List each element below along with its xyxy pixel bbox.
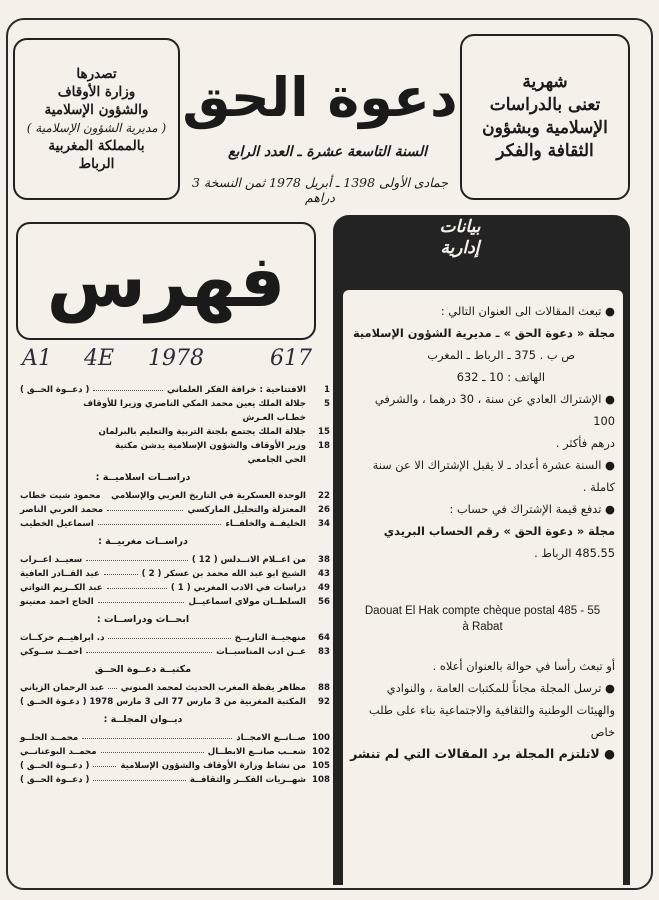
toc-author: ( دعــوة الحــق ) xyxy=(20,385,90,395)
toc-row xyxy=(16,425,330,439)
toc-leader-dots xyxy=(107,588,167,589)
toc-author: محمد العربي الناصر xyxy=(20,505,104,515)
admin-info xyxy=(350,300,615,564)
description-box xyxy=(460,34,630,200)
toc-title: الخليفــة والخلفــاء xyxy=(225,519,306,529)
handwritten-mark: 4E xyxy=(84,346,115,371)
toc-page-number: 102 xyxy=(312,747,330,757)
publisher-line: تصدرها xyxy=(76,66,117,82)
toc-page-number: 1 xyxy=(324,385,330,395)
toc-row xyxy=(16,631,330,645)
index-title: فهرس xyxy=(46,239,286,323)
admin-line: كاملة . xyxy=(582,480,615,494)
toc-title: جلالة الملك يعين محمد المكي الناصري وزيرا للأوقاف xyxy=(83,399,306,409)
admin-heading-line: بيانات xyxy=(439,217,481,237)
toc-title: السلطــان مولاي اسماعيــل xyxy=(188,597,306,607)
toc-row xyxy=(16,745,330,759)
toc-row xyxy=(16,411,330,425)
postal-account-latin xyxy=(350,603,615,635)
admin-line: ص ب . 375 ـ الرباط ـ المغرب xyxy=(427,348,575,362)
admin-line: مجلة « دعوة الحق » ـ مديرية الشؤون الإسلامية xyxy=(352,326,615,340)
admin-heading-line: إدارية xyxy=(440,238,480,258)
toc-row xyxy=(16,731,330,745)
publisher-box xyxy=(13,38,180,200)
toc-row xyxy=(16,397,330,411)
toc-title: دراسات في الادب المغربي ( 1 ) xyxy=(170,583,306,593)
toc-page-number: 56 xyxy=(318,597,330,607)
toc-author: اسماعيل الخطيب xyxy=(20,519,94,529)
toc-row xyxy=(16,553,330,567)
toc-row xyxy=(16,595,330,609)
toc-row xyxy=(16,681,330,695)
admin-line: ● السنة عشرة أعداد ـ لا يقبل الإشتراك الا عن سنة xyxy=(372,458,615,472)
toc-page-number: 22 xyxy=(318,491,330,501)
toc-page-number: 43 xyxy=(318,569,330,579)
toc-row xyxy=(16,759,330,773)
index-title-box xyxy=(16,222,316,340)
publisher-line: والشؤون الإسلامية xyxy=(44,102,149,118)
toc-author: عبد القــادر العافية xyxy=(20,569,100,579)
toc-row xyxy=(16,773,330,787)
toc-title: مظاهر يقظة المغرب الحديث لمحمد المنوني xyxy=(120,683,306,693)
toc-author: ( دعـوة الحــق ) xyxy=(20,697,87,707)
toc-title: خطـاب العـرش xyxy=(242,413,306,423)
publisher-line: الرباط xyxy=(78,156,115,172)
publisher-line: وزارة الأوقاف xyxy=(57,84,136,100)
admin-line: والهيئات الوطنية والثقافية والاجتماعية بناء على طلب xyxy=(368,703,615,717)
toc-title: الشيخ ابو عبد الله محمد بن عسكر ( 2 ) xyxy=(141,569,306,579)
admin-line: مجلة « دعوة الحق » رقم الحساب البريدي xyxy=(383,524,615,538)
toc-row xyxy=(16,695,330,709)
admin-line: أو تبعث رأسا في حوالة بالعنوان أعلاه . xyxy=(432,659,615,673)
toc-title: شعــب صانــع الابطــال xyxy=(207,747,306,757)
toc-page-number: 108 xyxy=(312,775,330,785)
toc-title: وزير الأوقاف والشؤون الإسلامية يدشن مكتبة xyxy=(115,441,306,451)
toc-row xyxy=(16,503,330,517)
toc-author: عبد الرحمان الزياني xyxy=(20,683,105,693)
handwritten-mark: A1 xyxy=(22,346,52,371)
toc-page-number: 92 xyxy=(318,697,330,707)
latin-line: à Rabat xyxy=(462,621,503,633)
toc-author: احمــد ســوكي xyxy=(20,647,83,657)
toc-page-number: 105 xyxy=(312,761,330,771)
toc-title: منهجيــة التاريــخ xyxy=(234,633,306,643)
toc-page-number: 83 xyxy=(318,647,330,657)
toc-leader-dots xyxy=(86,560,188,561)
admin-line: الهاتف : 10 ـ 632 xyxy=(456,370,545,384)
toc-page-number: 18 xyxy=(318,441,330,451)
table-of-contents xyxy=(16,383,330,787)
toc-leader-dots xyxy=(93,390,163,391)
description-line: شهرية xyxy=(522,72,568,92)
toc-row xyxy=(16,567,330,581)
toc-title: الوحدة العسكرية في التاريخ العربي والإسلامي xyxy=(111,491,306,501)
toc-title: الافتتاحية : خرافة الفكر العلماني xyxy=(167,385,306,395)
admin-heading xyxy=(410,217,510,259)
toc-title: من نشاط وزارة الأوقاف والشؤون الإسلامية xyxy=(120,761,306,771)
toc-title: عــن ادب المناسبــات xyxy=(216,647,306,657)
toc-author: محمــد الحلــو xyxy=(20,733,79,743)
admin-line: درهم فأكثر . xyxy=(555,436,615,450)
toc-section-heading: مكتبــة دعــوة الحــق xyxy=(94,664,192,675)
handwritten-notation xyxy=(22,346,322,374)
toc-page-number: 5 xyxy=(324,399,330,409)
toc-leader-dots xyxy=(86,652,212,653)
toc-title: صــانــع الامجــاد xyxy=(236,733,306,743)
admin-line: خاص xyxy=(590,725,615,739)
toc-section-heading: ديــوان المجلــة : xyxy=(103,714,183,725)
latin-line: Daouat El Hak compte chèque postal 485 - 55 xyxy=(364,605,601,617)
toc-leader-dots xyxy=(108,688,117,689)
admin-line: ● ترسل المجلة مجاناً للمكتبات العامة ، والنوادي xyxy=(386,681,615,695)
toc-title: المكتبة المغربية من 3 مارس 77 الى 3 مارس 1978 xyxy=(89,697,306,707)
toc-page-number: 49 xyxy=(318,583,330,593)
toc-leader-dots xyxy=(107,510,183,511)
toc-author: ( دعــوة الحــق ) xyxy=(20,775,90,785)
description-line: الإسلامية وبشؤون xyxy=(482,118,608,138)
toc-author: د. ابراهيــم حركــات xyxy=(20,633,105,643)
toc-section-heading: دراســات اسلاميــة : xyxy=(95,472,191,483)
toc-title: جلالة الملك يجتمع بلجنة التربية والتعليم بالبرلمان xyxy=(98,427,306,437)
description-line: تعنى بالدراسات xyxy=(489,95,601,115)
publisher-line: ( مديرية الشؤون الإسلامية ) xyxy=(26,121,167,135)
toc-leader-dots xyxy=(98,602,184,603)
toc-page-number: 88 xyxy=(318,683,330,693)
toc-page-number: 64 xyxy=(318,633,330,643)
toc-row xyxy=(16,645,330,659)
magazine-title: دعوة الحق xyxy=(182,66,458,129)
date-line: جمادى الأولى 1398 ـ أبريل 1978 ثمن النسخة 3 دراهم xyxy=(191,175,449,205)
handwritten-mark: 617 xyxy=(270,346,312,371)
toc-author: محمود شيت خطاب xyxy=(20,491,101,501)
toc-page-number: 26 xyxy=(318,505,330,515)
publisher-line: بالمملكة المغربية xyxy=(48,138,145,154)
toc-leader-dots xyxy=(93,766,116,767)
description-line: الثقافة والفكر xyxy=(496,141,594,161)
handwritten-mark: 1978 xyxy=(148,346,204,371)
toc-page-number: 100 xyxy=(312,733,330,743)
admin-notice: ● لاتلتزم المجلة برد المقالات التي لم تنشر xyxy=(350,746,615,761)
toc-author: محمــد البوعنانــي xyxy=(20,747,97,757)
toc-author: سعيــد اعــراب xyxy=(20,555,83,565)
toc-section-heading: دراســات مغربيــة : xyxy=(98,536,188,547)
toc-page-number: 15 xyxy=(318,427,330,437)
toc-leader-dots xyxy=(104,574,138,575)
toc-row xyxy=(16,581,330,595)
toc-leader-dots xyxy=(101,752,204,753)
toc-title: المعتزلة والتحليل الماركسي xyxy=(187,505,306,515)
admin-info-2 xyxy=(350,655,615,765)
toc-title: شهــريات الفكــر والثقافــة xyxy=(189,775,306,785)
toc-author: ( دعــوة الحــق ) xyxy=(20,761,90,771)
issue-line: السنة التاسعة عشرة ـ العدد الرابع xyxy=(228,144,427,160)
toc-leader-dots xyxy=(93,780,186,781)
toc-leader-dots xyxy=(98,524,221,525)
toc-leader-dots xyxy=(108,638,231,639)
toc-row xyxy=(16,453,330,467)
toc-page-number: 34 xyxy=(318,519,330,529)
toc-title: الحي الجامعي xyxy=(247,455,306,465)
toc-author: الحاج احمد معنينو xyxy=(20,597,94,607)
admin-line: ● تدفع قيمة الإشتراك في حساب : xyxy=(449,502,615,516)
admin-line: 485.55 الرباط . xyxy=(534,546,615,560)
toc-author: عبد الكــريم التواتي xyxy=(20,583,103,593)
toc-row xyxy=(16,383,330,397)
toc-leader-dots xyxy=(82,738,232,739)
toc-title: من اعــلام الانــدلس ( 12 ) xyxy=(191,555,306,565)
toc-page-number: 38 xyxy=(318,555,330,565)
admin-line: ● تبعث المقالات الى العنوان التالي : xyxy=(440,304,615,318)
toc-row xyxy=(16,439,330,453)
toc-row xyxy=(16,517,330,531)
toc-section-heading: ابحــاث ودراســات : xyxy=(96,614,190,625)
toc-row xyxy=(16,489,330,503)
admin-line: ● الإشتراك العادي عن سنة ، 30 درهما ، والشرفي 100 xyxy=(374,392,615,428)
